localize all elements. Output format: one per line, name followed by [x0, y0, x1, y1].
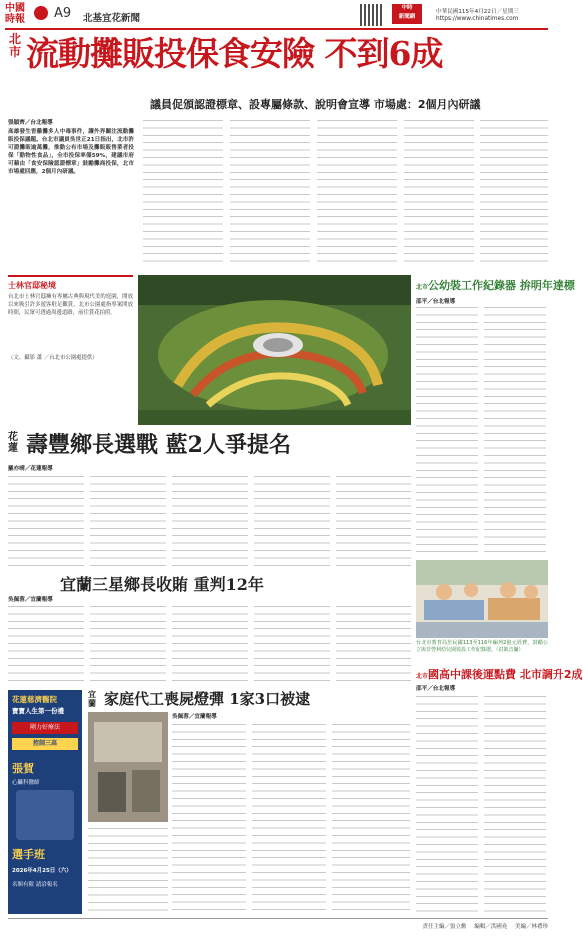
lead-headline: 流動攤販投保食安險 不到6成 [26, 34, 443, 73]
daycare-image [416, 560, 548, 638]
recorder-title: 公幼裝工作紀錄器 拚明年達標 [428, 279, 575, 292]
lead-kicker [8, 33, 22, 59]
hualien-kicker: 花蓮 [8, 432, 18, 454]
masthead [0, 0, 553, 30]
lead-kicker-text: 北市 [8, 32, 21, 59]
hualien-col-5 [336, 474, 411, 569]
tuition-headline [416, 666, 583, 682]
logo-seal-icon [34, 6, 48, 20]
lead-body-col-3 [230, 118, 310, 268]
tuition-body [416, 694, 548, 914]
recorder-article [416, 275, 575, 555]
footer-editor: 責任主編／張立勳 [422, 924, 467, 930]
recorder-byline: 邵平／台北報導 [416, 299, 456, 305]
promo-date: 2026年4月25日（六） [12, 868, 72, 874]
sidebar-body: 台北市士林官邸擁有專屬古典與現代美的庭園，開放以來吸引許多遊客駐足觀賞，北市公園處指專案開放時間，民眾可透過周邊道路，前往賞花拍照。 [8, 294, 133, 316]
funeral-col-under-photo [88, 826, 168, 914]
hualien-col-1 [8, 474, 84, 569]
sidebar-box [8, 275, 133, 387]
lead-intro: 高雄發生香雞攤多人中毒事件，讓外界關注流動攤販投保議題。台北市議員吳世正21日指出，北市許可證攤販逾萬攤，推動公有市場及攤販販售業者投保「動物性食品」，全市投保率僅59%，建議市府可藉由「食安保險認證標章」鼓勵攤商投保，北市市場處回應，2個月內研議。 [8, 129, 134, 175]
sidebar-credit: （文、攝影 蕭 ／台北市公園處提供） [8, 355, 98, 361]
funeral-photo [88, 712, 168, 822]
hualien-col-4 [254, 474, 330, 569]
masthead-rule [5, 28, 548, 30]
section-name: 北基宜花新聞 [83, 13, 141, 24]
lead-body-col-4 [317, 118, 397, 268]
promo-doctor-photo [16, 790, 74, 840]
funeral-headline: 家庭代工喪屍燈彈 1家3口被逮 [104, 690, 311, 708]
brand-badge [392, 4, 422, 24]
promo-speaker-2: 心臟科醫師 [12, 780, 40, 786]
tuition-col-1 [416, 694, 478, 914]
qr-code-icon [360, 4, 382, 26]
issue-date: 中華民國115年4月22日／星期三 [436, 9, 519, 15]
yilan-farm-col-3 [172, 604, 248, 684]
promo-title: 花蓮慈濟醫院 [12, 695, 57, 704]
funeral-col-3 [332, 722, 410, 914]
promo-speaker-3: 選手班 [12, 848, 45, 861]
lead-article [8, 118, 548, 270]
recorder-headline [416, 277, 575, 293]
lead-body-col-2 [143, 118, 223, 268]
tuition-kicker: 北市 [416, 673, 429, 680]
hualien-body [8, 474, 411, 569]
hualien-headline: 壽豐鄉長選戰 藍2人爭提名 [26, 432, 291, 458]
funeral-kicker: 宜蘭 [88, 690, 96, 708]
sidebar-title: 士林官邸秘境 [8, 281, 56, 290]
funeral-col-2 [252, 722, 326, 914]
funeral-body [172, 722, 410, 914]
recorder-body-col-2 [484, 305, 546, 555]
tuition-col-2 [484, 694, 546, 914]
page-label: A9 [54, 6, 72, 21]
promo-tag-1 [12, 722, 78, 734]
hualien-col-2 [90, 474, 166, 569]
garden-aerial-image [138, 275, 411, 425]
brand-line-1: 中時 [401, 5, 413, 11]
recorder-body-col-1 [416, 305, 478, 555]
promo-speaker-1: 張賀 [12, 762, 34, 775]
promo-tag-1-text: 剛力好療法 [29, 724, 60, 731]
footer-art: 美編／林禮珍 [514, 924, 548, 930]
hualien-byline: 羅亦晴／花蓮報導 [8, 466, 53, 472]
daycare-caption: 台北市教育局於民國113至116年編列2億元經費，鼓勵公立與非營利幼兒園裝設工作紀錄器。（洪凱音攝） [416, 640, 548, 653]
promo-ad [8, 690, 82, 914]
footer [8, 918, 548, 932]
tuition-byline: 邵平／台北報導 [416, 686, 456, 692]
yilan-farm-col-2 [90, 604, 166, 684]
lead-body-col-5 [404, 118, 474, 268]
newspaper-logo [5, 3, 35, 27]
yilan-farm-byline: 吳佩蓉／宜蘭報導 [8, 597, 53, 603]
hualien-col-3 [172, 474, 248, 569]
funeral-evidence-image [88, 712, 168, 822]
logo-line-1: 中國 [5, 3, 25, 14]
footer-design: 編輯／洪國堯 [474, 924, 508, 930]
yilan-farm-col-5 [336, 604, 411, 684]
promo-tag-2-text: 控制三高 [32, 740, 57, 747]
funeral-col-1 [172, 722, 246, 914]
funeral-byline: 吳佩蓉／宜蘭報導 [172, 714, 217, 720]
tuition-headline-text: 國高中課後運點費 北市調升2成 [428, 668, 583, 681]
promo-note: 名額有限 請洽報名 [12, 882, 58, 888]
website-url: https://www.chinatimes.com [436, 16, 519, 22]
yilan-farm-col-4 [254, 604, 330, 684]
brand-line-2: 新聞網 [398, 14, 416, 20]
yilan-farm-col-1 [8, 604, 84, 684]
lead-body-col-6 [480, 118, 548, 268]
lead-subhead: 議員促頒認證標章、設專屬條款、說明會宣導 市場處：2個月內研議 [150, 98, 481, 111]
recorder-kicker: 北市 [416, 284, 429, 291]
logo-line-2: 時報 [5, 14, 25, 25]
yilan-farm-body [8, 604, 411, 684]
promo-subtitle: 寶寶人生第一份禮 [12, 707, 64, 715]
garden-photo [138, 275, 411, 425]
lead-byline: 張穎齊／台北報導 [8, 120, 53, 126]
yilan-farm-headline: 宜蘭三星鄉長收賄 重判12年 [60, 575, 264, 594]
daycare-photo [416, 560, 548, 638]
footer-credits [422, 922, 548, 930]
promo-tag-2 [12, 738, 78, 750]
